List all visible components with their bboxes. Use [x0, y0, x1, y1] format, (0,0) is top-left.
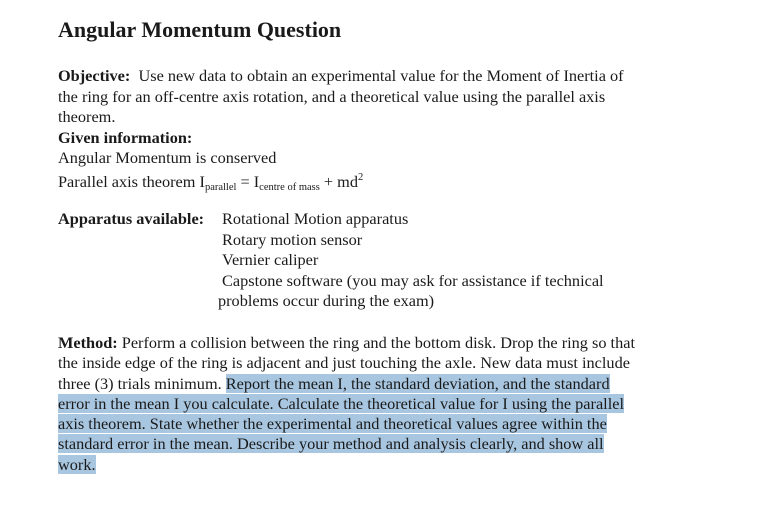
apparatus-item: Capstone software (you may ask for assistance if technical — [222, 271, 604, 290]
parallel-axis-formula: Parallel axis theorem $I_{parallel} = I_{centre of mass} + md^2$ — [58, 172, 364, 193]
method-line-6[interactable] — [58, 434, 604, 454]
objective-text-1: Use new data to obtain an experimental value for the Moment of Inertia of — [138, 66, 624, 85]
objective-line-1 — [58, 66, 624, 86]
apparatus-item: problems occur during the exam) — [218, 291, 435, 310]
objective-label: Objective: — [58, 66, 131, 85]
selected-text[interactable]: axis theorem. State whether the experimental and theoretical values agree within the — [58, 414, 607, 433]
objective-line-3: theorem. — [58, 107, 116, 126]
apparatus-item: Vernier caliper — [222, 250, 319, 269]
method-line-3[interactable]: three (3) trials minimum. Report the mean I, the standard deviation, and the standard — [58, 374, 610, 393]
method-line-2: the inside edge of the ring is adjacent and just touching the axle. New data must include — [58, 353, 630, 372]
apparatus-item: Rotary motion sensor — [222, 230, 363, 249]
selected-text[interactable]: standard error in the mean. Describe your method and analysis clearly, and show all — [58, 434, 604, 453]
method-line-7[interactable] — [58, 455, 96, 475]
objective-line-2: the ring for an off-centre axis rotation, and a theoretical value using the parallel axis — [58, 87, 606, 106]
page-title: Angular Momentum Question — [58, 17, 342, 42]
selected-text[interactable]: Report the mean I, the standard deviation, and the standard — [225, 374, 610, 393]
method-line-4[interactable] — [58, 394, 624, 414]
selected-text[interactable]: error in the mean I you calculate. Calculate the theoretical value for I using the parallel — [58, 394, 624, 413]
method-label: Method: — [58, 333, 118, 352]
selected-text[interactable]: work. — [58, 455, 96, 474]
given-label: Given information: — [58, 128, 193, 147]
given-line-1: Angular Momentum is conserved — [58, 148, 277, 167]
method-line-1: Method: Perform a collision between the ring and the bottom disk. Drop the ring so that — [58, 333, 635, 352]
apparatus-label: Apparatus available: — [58, 209, 205, 228]
method-line-5[interactable] — [58, 414, 607, 434]
apparatus-item: Rotational Motion apparatus — [222, 209, 409, 228]
